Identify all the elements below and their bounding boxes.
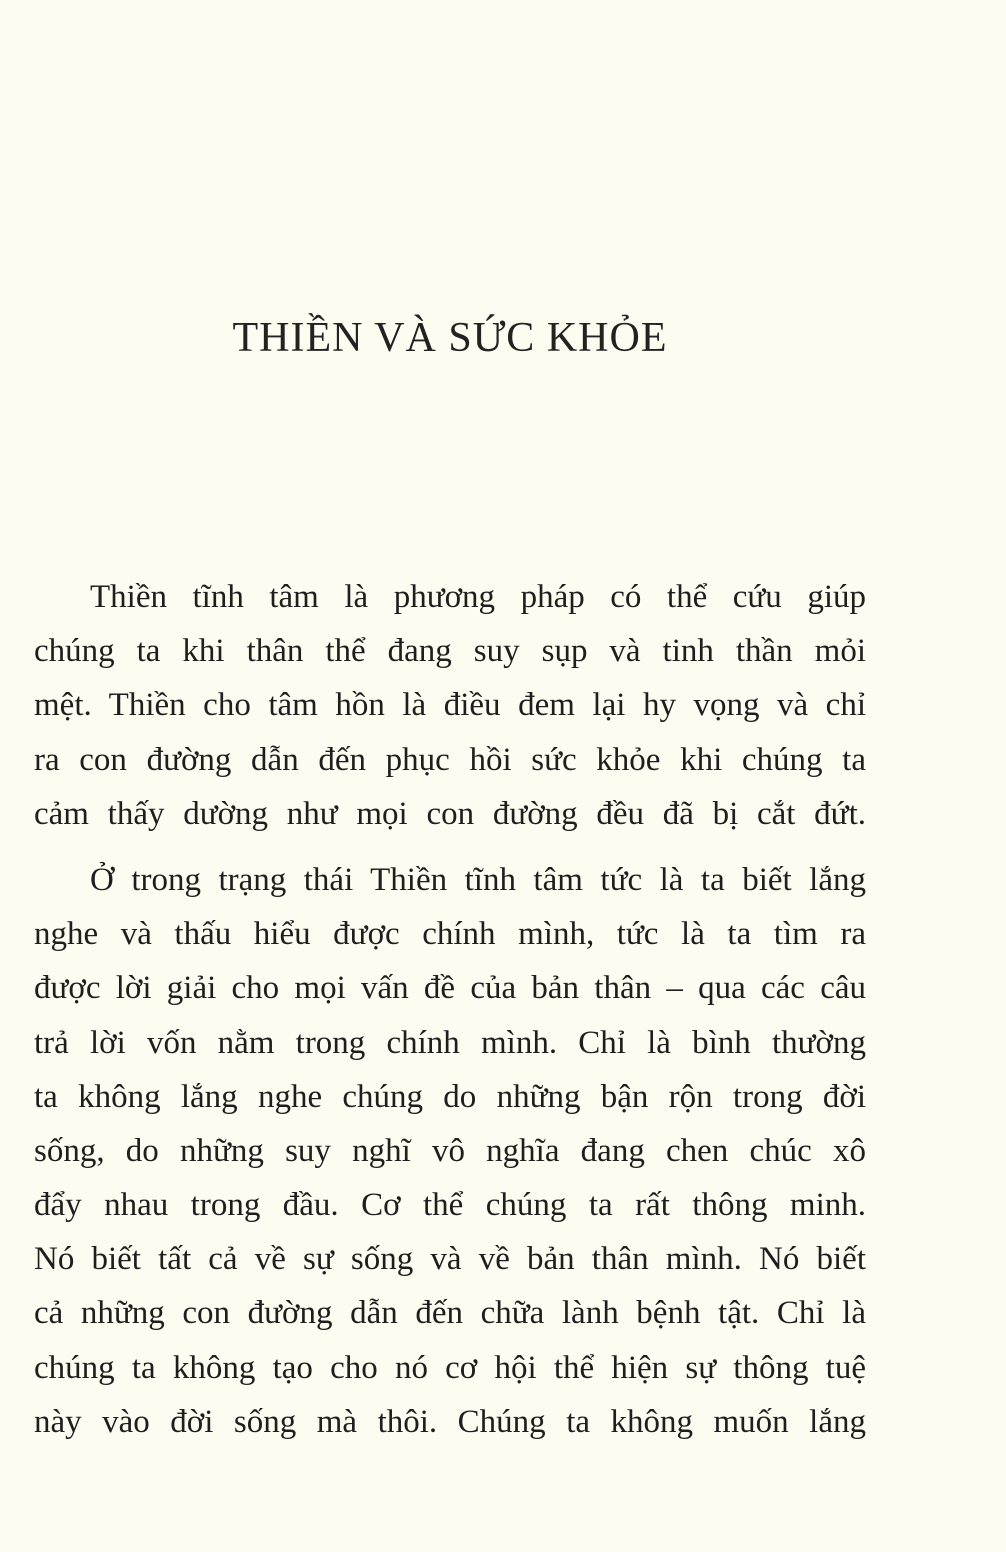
- text-line: sống, do những suy nghĩ vô nghĩa đang chen chúc xô: [34, 1132, 866, 1169]
- text-line: được lời giải cho mọi vấn đề của bản thân – qua các câu: [34, 970, 866, 1007]
- text-line: cảm thấy dường như mọi con đường đều đã bị cắt đứt.: [34, 795, 866, 832]
- text-line: Ở trong trạng thái Thiền tĩnh tâm tức là ta biết lắng: [90, 861, 866, 898]
- text-line: cả những con đường dẫn đến chữa lành bệnh tật. Chỉ là: [34, 1295, 866, 1332]
- text-line: đẩy nhau trong đầu. Cơ thể chúng ta rất thông minh.: [34, 1187, 866, 1224]
- text-line: Nó biết tất cả về sự sống và về bản thân mình. Nó biết: [34, 1241, 866, 1278]
- text-line: chúng ta không tạo cho nó cơ hội thể hiện sự thông tuệ: [34, 1349, 866, 1386]
- text-line: ra con đường dẫn đến phục hồi sức khỏe khi chúng ta: [34, 741, 866, 778]
- text-line: chúng ta khi thân thể đang suy sụp và tinh thần mỏi: [34, 633, 866, 670]
- paragraph-gap: [34, 841, 866, 853]
- body-text: [34, 570, 866, 1449]
- chapter-title: THIỀN VÀ SỨC KHỎE: [232, 315, 668, 361]
- paragraph-1: [34, 570, 866, 841]
- text-line: trả lời vốn nằm trong chính mình. Chỉ là bình thường: [34, 1024, 866, 1061]
- text-line: mệt. Thiền cho tâm hồn là điều đem lại hy vọng và chỉ: [34, 687, 866, 724]
- text-line: này vào đời sống mà thôi. Chúng ta không muốn lắng: [34, 1403, 866, 1440]
- text-line: ta không lắng nghe chúng do những bận rộn trong đời: [34, 1078, 866, 1115]
- paragraph-2: [34, 853, 866, 1449]
- text-line: nghe và thấu hiểu được chính mình, tức là ta tìm ra: [34, 916, 866, 953]
- text-line: Thiền tĩnh tâm là phương pháp có thể cứu giúp: [90, 579, 866, 615]
